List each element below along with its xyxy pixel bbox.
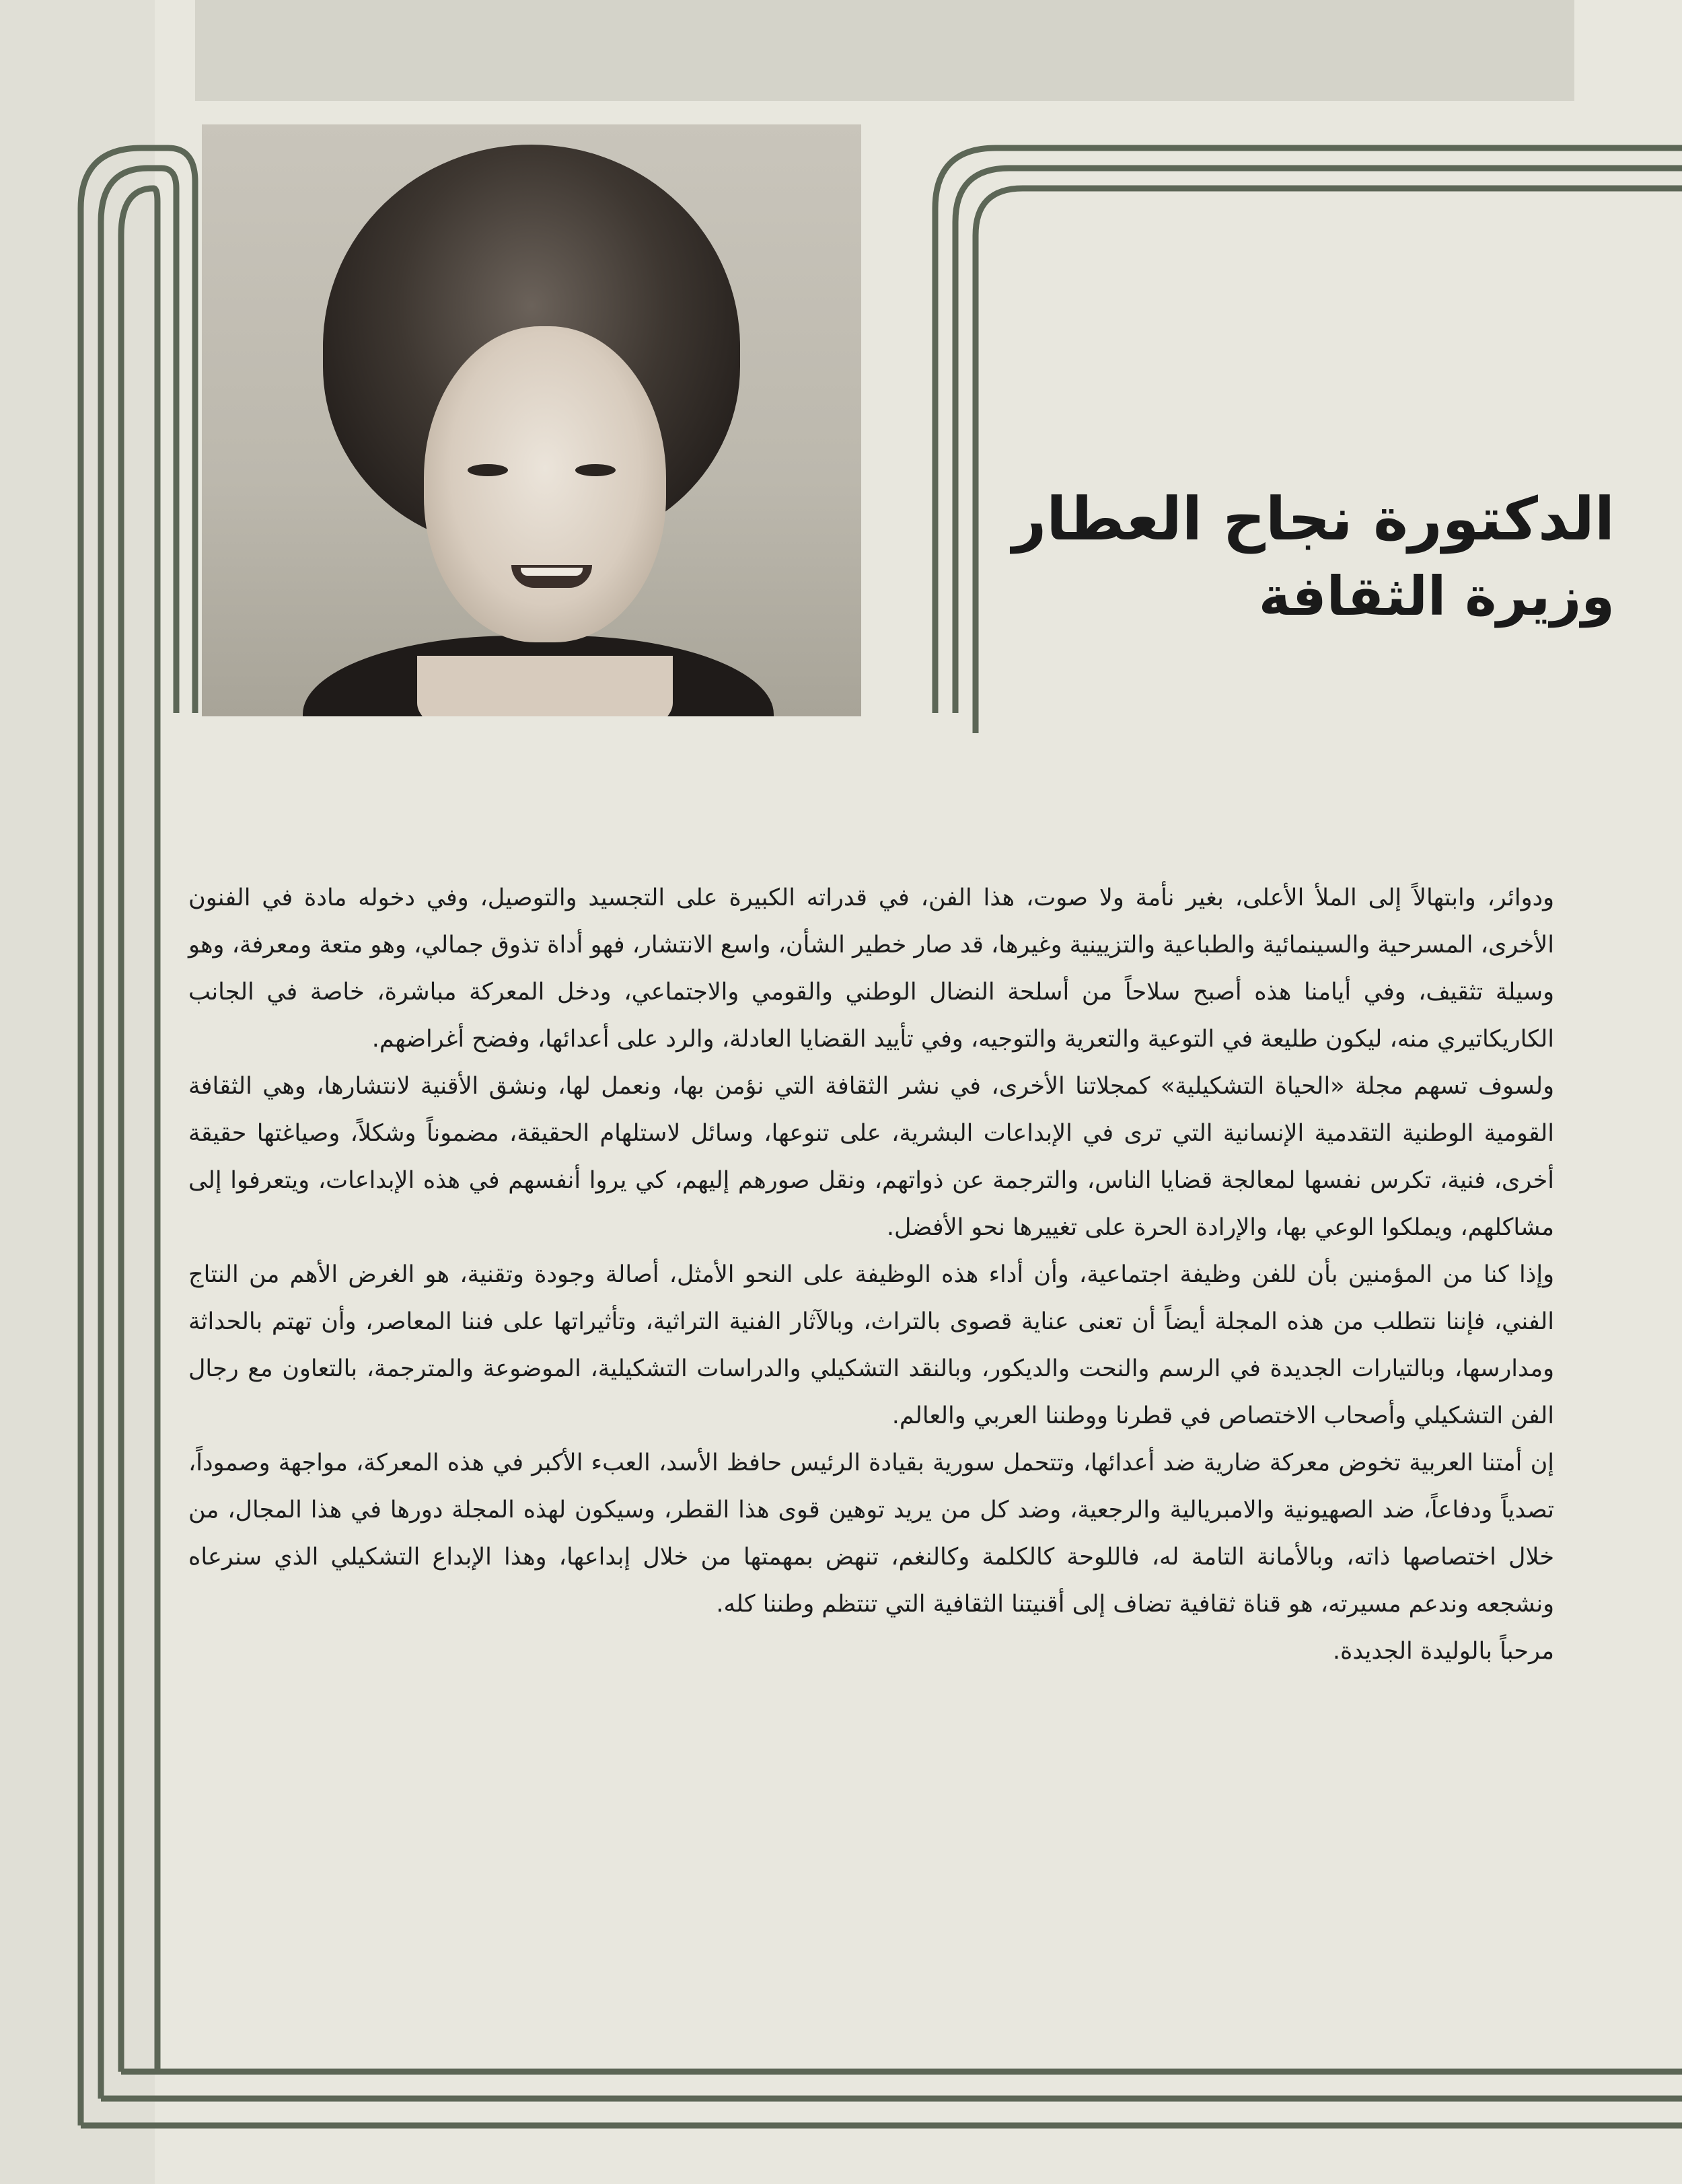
article-title-position: وزيرة الثقافة [1258, 565, 1615, 628]
article-paragraph: وإذا كنا من المؤمنين بأن للفن وظيفة اجتماعية، وأن أداء هذه الوظيفة على النحو الأمثل، أصالة وجودة وتقنية، هو الغرض الأهم من النتاج الفني، فإننا نتطلب من هذه المجلة أيضاً أن تعنى عناية قصوى بالتراث، وبالآثار الفنية التراثية، وتأثيراتها على فننا المعاصر، وأن تهتم بالحداثة ومدارسها، وبالتيارات الجديدة في الرسم والنحت والديكور، وبالنقد التشكيلي والدراسات التشكيلية، الموضوعة والمترجمة، بالتعاون مع رجال الفن التشكيلي وأصحاب الاختصاص في قطرنا ووطننا العربي والعالم. [188, 1261, 1554, 1429]
portrait-eye-left [468, 464, 508, 476]
article-paragraph: مرحباً بالوليدة الجديدة. [1332, 1638, 1554, 1665]
portrait-collar [417, 656, 673, 716]
portrait-face [424, 326, 666, 642]
minister-portrait-photo [202, 124, 861, 716]
article-title-name: الدكتورة نجاح العطار [1012, 484, 1615, 554]
portrait-eye-right [575, 464, 616, 476]
article-paragraph: ولسوف تسهم مجلة «الحياة التشكيلية» كمجلاتنا الأخرى، في نشر الثقافة التي نؤمن بها، ونعمل لها، ونشق الأقنية لانتشارها، وهي الثقافة القومية الوطنية التقدمية الإنسانية التي ترى في الإبداعات البشرية، على تنوعها، وسائل لاستلهام الحقيقة، مضموناً وشكلاً، وصياغتها حقيقة أخرى، فنية، تكرس نفسها لمعالجة قضايا الناس، والترجمة عن ذواتهم، ونقل صورهم إليهم، كي يروا أنفسهم في هذه الإبداعات، ويتعرفوا إلى مشاكلهم، ويملكوا الوعي بها، والإرادة الحرة على تغييرها نحو الأفضل. [188, 1073, 1554, 1241]
portrait-mouth [511, 565, 592, 588]
article-paragraph: إن أمتنا العربية تخوض معركة ضارية ضد أعدائها، وتتحمل سورية بقيادة الرئيس حافظ الأسد، العبء الأكبر في هذه المعركة، مواجهة وصموداً، تصدياً ودفاعاً، ضد الصهيونية والامبريالية والرجعية، وضد كل من يريد توهين قوى هذا القطر، وسيكون لهذه المجلة دورها في هذا المجال، من خلال اختصاصها ذاته، وبالأمانة التامة له، فاللوحة كالكلمة وكالنغم، تنهض بمهمتها من خلال إبداعها، وهذا الإبداع التشكيلي الذي سنرعاه ونشجعه وندعم مسيرته، هو قناة ثقافية تضاف إلى أقنيتنا الثقافية التي تنتظم وطننا كله. [188, 1449, 1554, 1618]
article-body [188, 874, 1554, 1675]
article-paragraph: ودوائر، وابتهالاً إلى الملأ الأعلى، بغير نأمة ولا صوت، هذا الفن، في قدراته الكبيرة على التجسيد والتوصيل، وفي دخوله مادة في الفنون الأخرى، المسرحية والسينمائية والطباعية والتزيينية وغيرها، قد صار خطير الشأن، واسع الانتشار، فهو أداة تذوق جمالي، وهو متعة ومعرفة، وهو وسيلة تثقيف، وفي أيامنا هذه أصبح سلاحاً من أسلحة النضال الوطني والقومي والاجتماعي، ودخل المعركة مباشرة، خاصة في الجانب الكاريكاتيري منه، ليكون طليعة في التوعية والتعرية والتوجيه، وفي تأييد القضايا العادلة، والرد على أعدائها، وفضح أغراضهم. [188, 884, 1554, 1053]
